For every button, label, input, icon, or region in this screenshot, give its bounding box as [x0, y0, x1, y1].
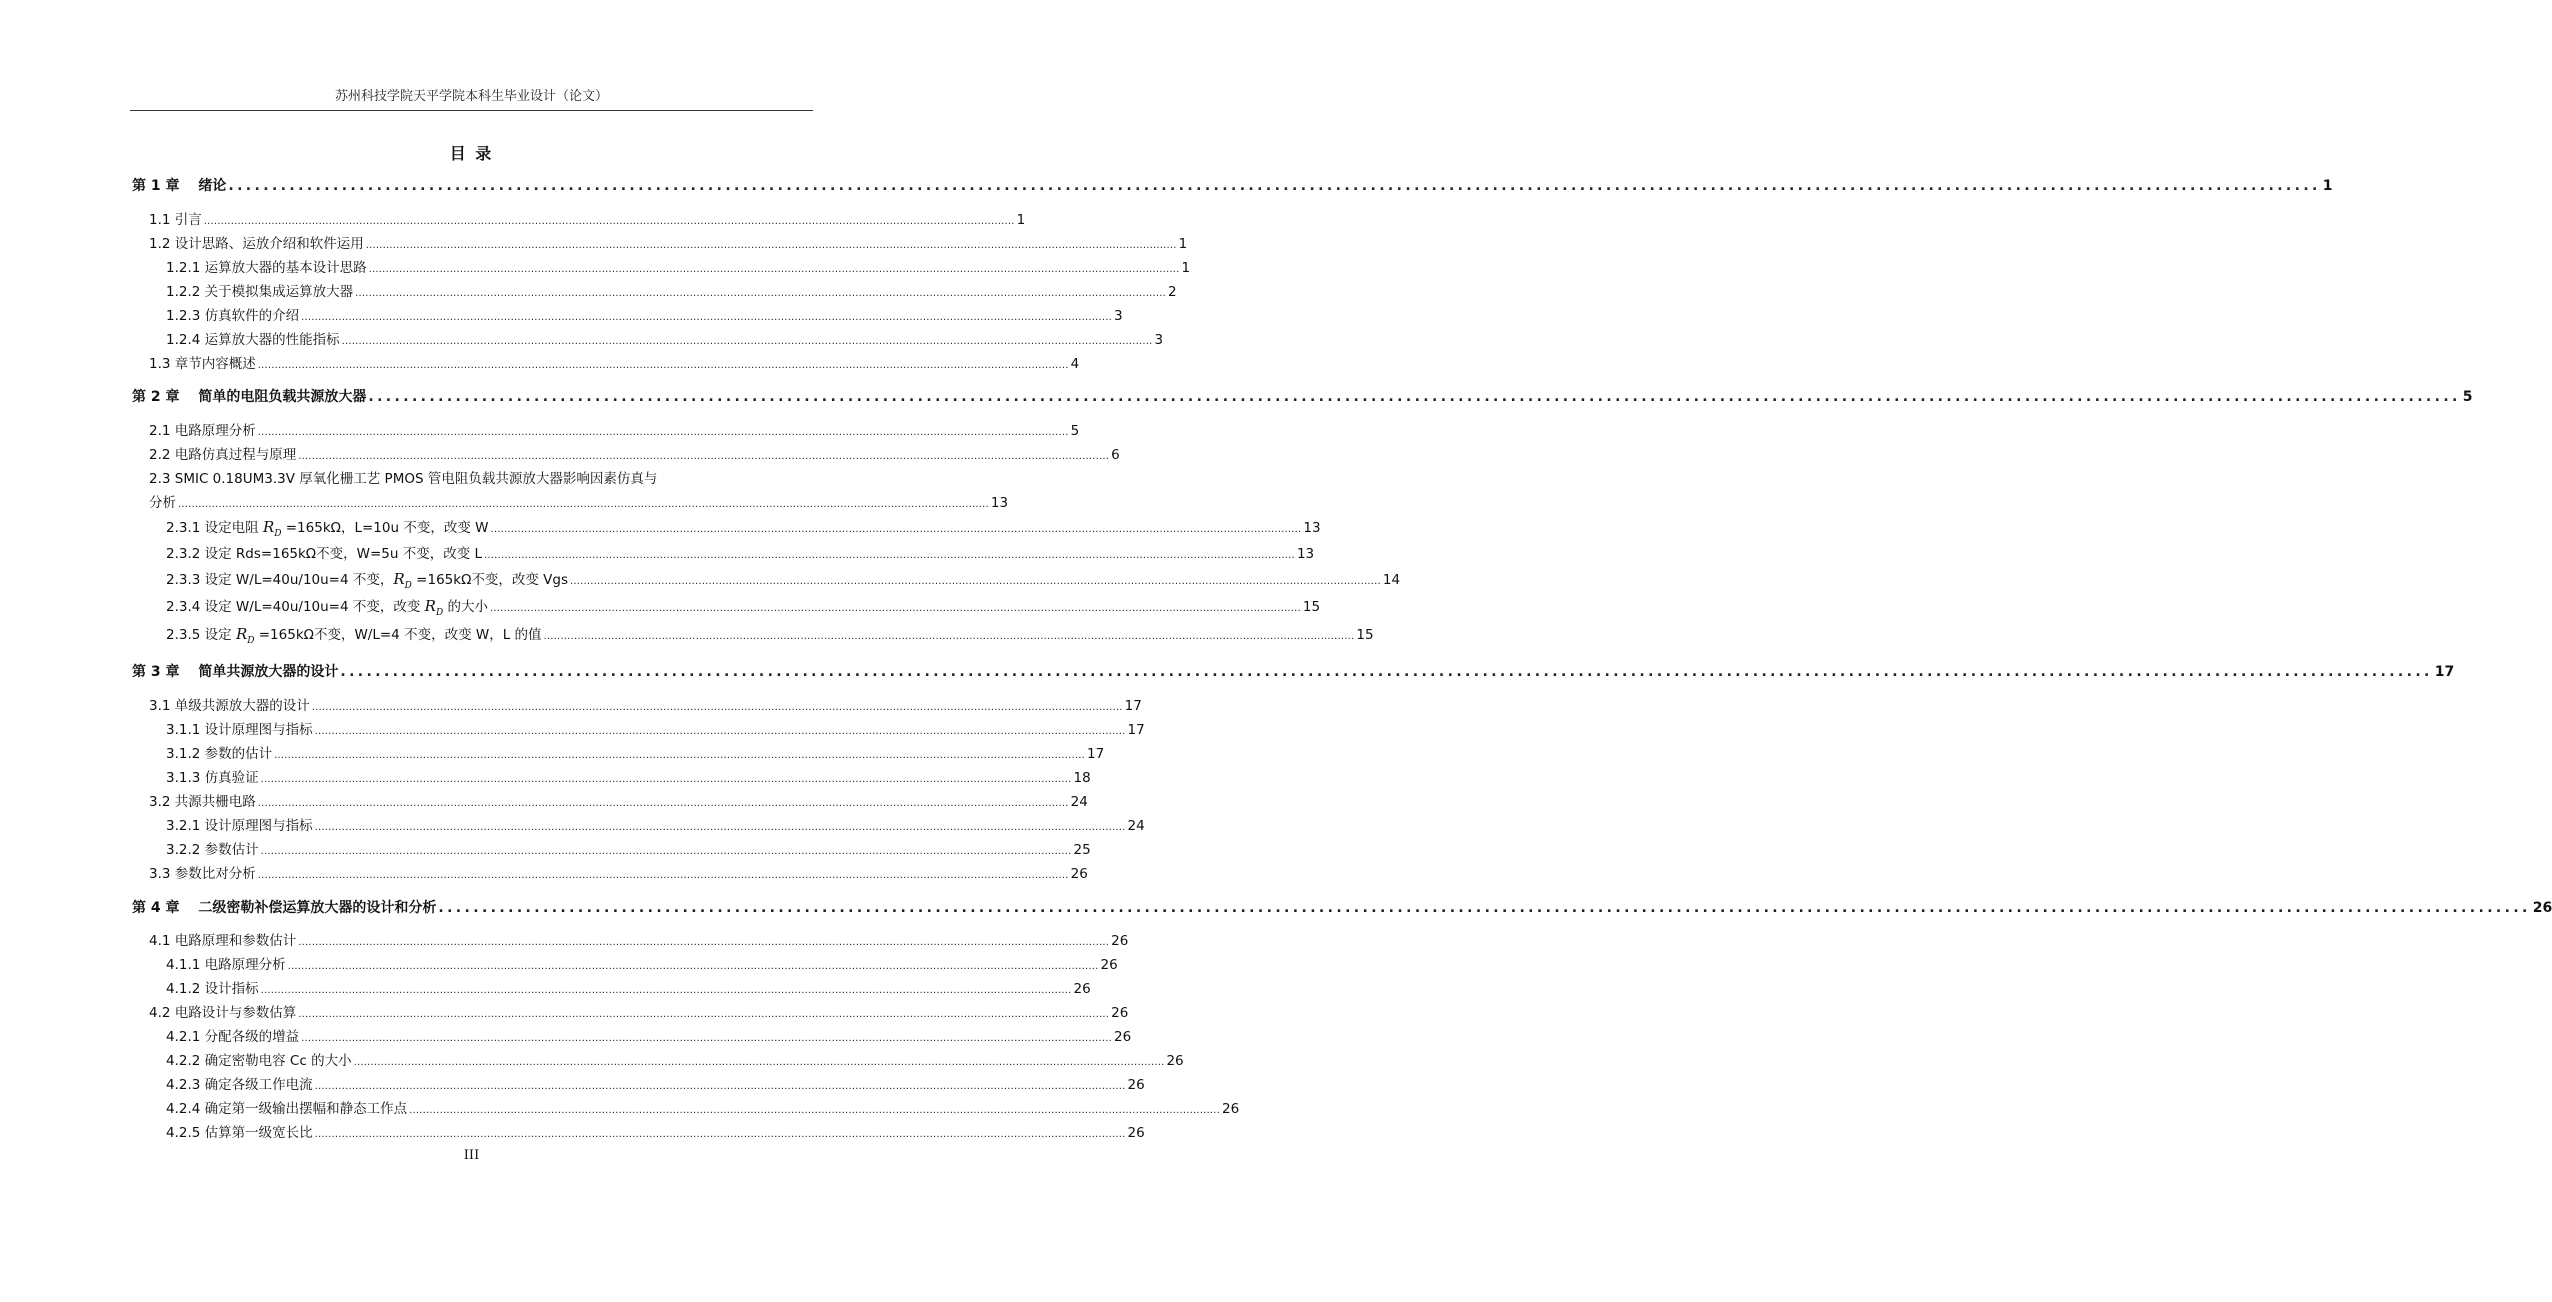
toc-entry-chapter-4[interactable]: [132, 897, 2552, 919]
toc-entry-2-3-1[interactable]: [166, 517, 1321, 539]
toc-entry-page: 26: [2532, 900, 2552, 916]
rd-main: R: [393, 570, 405, 588]
label-part-b: =165kΩ不变，改变 Vgs: [411, 572, 569, 588]
toc-entry-label: 3.1.1 设计原理图与指标: [166, 722, 313, 738]
toc-entry-1-3[interactable]: [149, 354, 1080, 374]
toc-entry-label: 4.1.1 电路原理分析: [166, 957, 286, 973]
toc-entry-1-2-1[interactable]: [166, 258, 1191, 278]
toc-entry-page: 26: [1114, 1029, 1132, 1045]
toc-entry-page: 14: [1382, 572, 1401, 588]
toc-entry-label: 3.1.2 参数的估计: [166, 746, 273, 762]
rd-symbol: [235, 625, 255, 646]
toc-entry-4-1[interactable]: [149, 931, 1129, 951]
toc-entry-label: [166, 569, 568, 596]
rd-main: R: [235, 625, 248, 643]
toc-entry-page: 4: [1070, 356, 1080, 372]
header-rule: [130, 110, 813, 111]
label-part-a: 2.3.4 设定 W/L=40u/10u=4 不变，改变: [166, 599, 425, 615]
toc-entry-3-1-2[interactable]: [166, 744, 1105, 764]
toc-entry-label: [166, 624, 542, 651]
toc-entry-page: 3: [1114, 308, 1123, 324]
toc-entry-label: 1.2.1 运算放大器的基本设计思路: [166, 260, 367, 276]
toc-leader-dots: ................................................................................................................................................................................................................................................: [260, 985, 1072, 996]
toc-leader-dots: ................................................................................................................................................................................................................................................: [298, 451, 1110, 462]
toc-leader-dots: ................................................................................................................................................................................................................................................: [314, 822, 1126, 833]
toc-leader-dots: ................................................................................................................................................................................................................................................: [341, 336, 1153, 347]
rd-symbol: [393, 570, 412, 591]
toc-entry-page: 17: [1124, 698, 1142, 714]
toc-entry-1-2[interactable]: [149, 234, 1188, 254]
toc-leader-dots: ................................................................................................................................................................................................................................................: [409, 1105, 1221, 1116]
rd-main: R: [262, 518, 275, 536]
toc-entry-label: 3.3 参数比对分析: [149, 866, 256, 882]
toc-leader-dots: ................................................................................................................................................................................................................................................: [490, 524, 1302, 535]
rd-main: R: [424, 597, 436, 615]
toc-entry-label: 4.1.2 设计指标: [166, 981, 259, 997]
toc-leader-dots: ................................................................................................................................................................................................................................................: [340, 664, 2433, 680]
toc-entry-label: 3.2 共源共栅电路: [149, 794, 256, 810]
label-part-b: =165kΩ不变，W/L=4 不变，改变 W，L 的值: [254, 627, 542, 643]
toc-entry-label: 3.2.2 参数估计: [166, 842, 259, 858]
toc-entry-page: 1: [2322, 178, 2333, 194]
toc-entry-page: 1: [1181, 260, 1191, 276]
rd-subscript: D: [274, 529, 282, 539]
toc-entry-page: 3: [1154, 332, 1164, 348]
toc-leader-dots: ................................................................................................................................................................................................................................................: [543, 631, 1355, 642]
page-header: 苏州科技学院天平学院本科生毕业设计（论文）: [334, 89, 608, 104]
toc-leader-dots: ................................................................................................................................................................................................................................................: [314, 726, 1126, 737]
toc-entry-4-2-2[interactable]: [166, 1051, 1184, 1071]
label-part-a: 2.3.5 设定: [166, 627, 236, 643]
label-part-b: 的大小: [443, 599, 488, 615]
toc-entry-2-3[interactable]: [149, 493, 1009, 513]
label-part-b: =165kΩ，L=10u 不变，改变 W: [281, 520, 489, 536]
toc-entry-label: 4.2.2 确定密勒电容 Cc 的大小: [166, 1053, 352, 1069]
toc-entry-page: 2: [1168, 284, 1177, 300]
toc-entry-label: 1.2.4 运算放大器的性能指标: [166, 332, 340, 348]
toc-leader-dots: ................................................................................................................................................................................................................................................: [298, 1009, 1110, 1020]
toc-entry-page: 13: [990, 495, 1009, 511]
toc-entry-page: 24: [1127, 818, 1145, 834]
toc-leader-dots: ................................................................................................................................................................................................................................................: [257, 870, 1069, 881]
toc-entry-page: 1: [1016, 212, 1026, 228]
toc-leader-dots: ................................................................................................................................................................................................................................................: [301, 312, 1113, 323]
toc-entry-page: 17: [1087, 746, 1105, 762]
toc-entry-4-1-2[interactable]: [166, 979, 1091, 999]
toc-leader-dots: ................................................................................................................................................................................................................................................: [257, 427, 1069, 438]
toc-leader-dots: ................................................................................................................................................................................................................................................: [484, 550, 1295, 561]
toc-entry-label: 1.1 引言: [149, 212, 202, 228]
toc-entry-2-3-5[interactable]: [166, 624, 1374, 646]
toc-entry-2-3-line1[interactable]: 2.3 SMIC 0.18UM3.3V 厚氧化栅工艺 PMOS 管电阻负载共源放大器影响因素仿真与: [149, 471, 658, 487]
toc-entry-label: 4.2.3 确定各级工作电流: [166, 1077, 313, 1093]
toc-entry-page: 26: [1111, 1005, 1129, 1021]
toc-entry-chapter-3[interactable]: [132, 661, 2455, 683]
toc-leader-dots: ................................................................................................................................................................................................................................................: [570, 576, 1381, 587]
toc-entry-page: 26: [1073, 981, 1091, 997]
toc-entry-label: 4.2.5 估算第一级宽长比: [166, 1125, 313, 1141]
toc-leader-dots: ................................................................................................................................................................................................................................................: [355, 288, 1167, 299]
toc-title: 目 录: [449, 144, 494, 163]
toc-entry-3-2-1[interactable]: [166, 816, 1145, 836]
toc-entry-page: 26: [1127, 1077, 1145, 1093]
toc-entry-label: 3.1 单级共源放大器的设计: [149, 698, 310, 714]
toc-entry-page: 17: [1127, 722, 1145, 738]
label-part-a: 2.3.3 设定 W/L=40u/10u=4 不变，: [166, 572, 394, 588]
toc-entry-1-1[interactable]: [149, 210, 1026, 230]
toc-entry-label: 第 1 章 绪论: [132, 178, 227, 194]
toc-entry-page: 13: [1303, 520, 1321, 536]
toc-leader-dots: ................................................................................................................................................................................................................................................: [178, 499, 989, 510]
toc-entry-chapter-1[interactable]: [132, 175, 2333, 197]
toc-entry-label: 3.1.3 仿真验证: [166, 770, 259, 786]
toc-entry-2-2[interactable]: [149, 445, 1120, 465]
toc-entry-3-2-2[interactable]: [166, 840, 1091, 860]
toc-leader-dots: ................................................................................................................................................................................................................................................: [311, 702, 1123, 713]
toc-entry-page: 26: [1100, 957, 1118, 973]
rd-subscript: D: [247, 636, 255, 646]
page-number-footer: III: [463, 1148, 480, 1163]
label-part-a: 2.3.1 设定电阻: [166, 520, 263, 536]
toc-entry-1-2-3[interactable]: [166, 306, 1123, 326]
toc-leader-dots: ................................................................................................................................................................................................................................................: [314, 1129, 1126, 1140]
toc-entry-page: 5: [1070, 423, 1080, 439]
toc-entry-page: 24: [1070, 794, 1088, 810]
toc-entry-label: [166, 596, 488, 623]
toc-entry-2-1[interactable]: [149, 421, 1080, 441]
toc-entry-label: 3.2.1 设计原理图与指标: [166, 818, 313, 834]
rd-subscript: D: [435, 608, 444, 618]
toc-entry-4-2-5[interactable]: [166, 1123, 1145, 1143]
toc-entry-label: 第 2 章 简单的电阻负载共源放大器: [132, 389, 367, 405]
toc-entry-label: 1.2.3 仿真软件的介绍: [166, 308, 300, 324]
toc-leader-dots: ................................................................................................................................................................................................................................................: [438, 900, 2531, 916]
toc-leader-dots: ................................................................................................................................................................................................................................................: [287, 961, 1099, 972]
toc-entry-2-3-3[interactable]: [166, 569, 1401, 591]
toc-leader-dots: ................................................................................................................................................................................................................................................: [365, 240, 1177, 251]
toc-leader-dots: ................................................................................................................................................................................................................................................: [301, 1033, 1113, 1044]
toc-entry-label: 2.2 电路仿真过程与原理: [149, 447, 297, 463]
toc-leader-dots: ................................................................................................................................................................................................................................................: [353, 1057, 1165, 1068]
toc-entry-page: 26: [1111, 933, 1129, 949]
toc-leader-dots: ................................................................................................................................................................................................................................................: [203, 216, 1015, 227]
rd-subscript: D: [404, 581, 412, 591]
toc-entry-4-2-1[interactable]: [166, 1027, 1132, 1047]
toc-entry-3-1-3[interactable]: [166, 768, 1091, 788]
toc-entry-1-2-2[interactable]: [166, 282, 1177, 302]
toc-entry-page: 18: [1073, 770, 1091, 786]
toc-entry-label: 4.2.4 确定第一级输出摆幅和静态工作点: [166, 1101, 408, 1117]
toc-entry-chapter-2[interactable]: [132, 386, 2473, 408]
toc-entry-page: 26: [1166, 1053, 1184, 1069]
toc-entry-3-2[interactable]: [149, 792, 1088, 812]
toc-entry-page: 26: [1070, 866, 1088, 882]
toc-entry-label: 分析: [149, 495, 176, 511]
toc-leader-dots: ................................................................................................................................................................................................................................................: [260, 846, 1072, 857]
toc-entry-4-1-1[interactable]: [166, 955, 1118, 975]
toc-leader-dots: ................................................................................................................................................................................................................................................: [257, 798, 1069, 809]
toc-leader-dots: ................................................................................................................................................................................................................................................: [257, 360, 1069, 371]
toc-entry-label: 2.1 电路原理分析: [149, 423, 256, 439]
rd-symbol: [262, 518, 282, 539]
toc-leader-dots: ................................................................................................................................................................................................................................................: [314, 1081, 1126, 1092]
toc-leader-dots: ................................................................................................................................................................................................................................................: [368, 264, 1180, 275]
toc-entry-label: 1.2 设计思路、运放介绍和软件运用: [149, 236, 364, 252]
toc-leader-dots: ................................................................................................................................................................................................................................................: [274, 750, 1086, 761]
toc-entry-page: 26: [1127, 1125, 1145, 1141]
toc-leader-dots: ................................................................................................................................................................................................................................................: [489, 603, 1301, 614]
toc-entry-label: 第 4 章 二级密勒补偿运算放大器的设计和分析: [132, 900, 437, 916]
toc-entry-label: 4.2.1 分配各级的增益: [166, 1029, 300, 1045]
toc-entry-page: 13: [1296, 546, 1315, 562]
toc-entry-4-2[interactable]: [149, 1003, 1129, 1023]
toc-entry-label: 2.3.2 设定 Rds=165kΩ不变，W=5u 不变，改变 L: [166, 546, 483, 562]
toc-entry-label: [166, 517, 488, 544]
toc-entry-label: 1.2.2 关于模拟集成运算放大器: [166, 284, 354, 300]
toc-entry-label: 第 3 章 简单共源放大器的设计: [132, 664, 339, 680]
toc-entry-page: 17: [2434, 664, 2455, 680]
toc-entry-page: 15: [1356, 627, 1374, 643]
toc-entry-2-3-4[interactable]: [166, 596, 1321, 618]
toc-entry-label: 1.3 章节内容概述: [149, 356, 256, 372]
toc-leader-dots: ................................................................................................................................................................................................................................................: [260, 774, 1072, 785]
toc-entry-page: 25: [1073, 842, 1091, 858]
toc-entry-3-3[interactable]: [149, 864, 1088, 884]
toc-leader-dots: ................................................................................................................................................................................................................................................: [368, 389, 2461, 405]
toc-entry-3-1-1[interactable]: [166, 720, 1145, 740]
toc-entry-label: 4.2 电路设计与参数估算: [149, 1005, 297, 1021]
toc-entry-page: 26: [1222, 1101, 1240, 1117]
toc-entry-4-2-4[interactable]: [166, 1099, 1240, 1119]
toc-entry-label: 4.1 电路原理和参数估计: [149, 933, 297, 949]
toc-entry-page: 6: [1111, 447, 1120, 463]
rd-symbol: [424, 597, 444, 618]
toc-entry-1-2-4[interactable]: [166, 330, 1164, 350]
toc-entry-2-3-2[interactable]: [166, 544, 1315, 564]
toc-entry-page: 5: [2462, 389, 2473, 405]
toc-entry-3-1[interactable]: [149, 696, 1142, 716]
toc-leader-dots: ................................................................................................................................................................................................................................................: [228, 178, 2321, 194]
toc-leader-dots: ................................................................................................................................................................................................................................................: [298, 937, 1110, 948]
toc-entry-page: 15: [1302, 599, 1321, 615]
toc-entry-page: 1: [1178, 236, 1188, 252]
toc-entry-4-2-3[interactable]: [166, 1075, 1145, 1095]
